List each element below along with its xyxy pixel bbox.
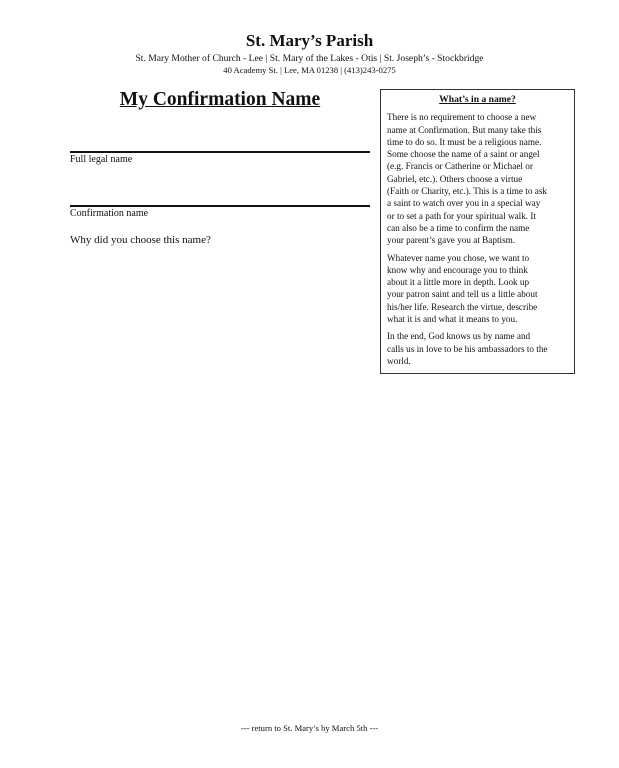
box-line: There is no requirement to choose a new xyxy=(387,112,537,123)
box-line: In the end, God knows us by name and xyxy=(387,331,531,342)
box-line: Some choose the name of a saint or angel xyxy=(387,149,540,160)
box-line: his/her life. Research the virtue, describe xyxy=(387,301,538,312)
full-name-line[interactable] xyxy=(70,151,370,153)
box-line: know why and encourage you to think xyxy=(387,264,528,275)
whats-in-a-name-box xyxy=(380,89,575,374)
parish-address: 40 Academy St. | Lee, MA 01238 | (413)243-0275 xyxy=(223,65,396,75)
parish-churches: St. Mary Mother of Church - Lee | St. Mary of the Lakes - Otis | St. Joseph’s - Stockbridge xyxy=(135,53,484,64)
box-line: (Faith or Charity, etc.). This is a time to ask xyxy=(387,186,547,197)
box-line: about it a little more in depth. Look up xyxy=(387,277,530,288)
box-line: what it is and what it means to you. xyxy=(387,314,518,325)
return-note: --- return to St. Mary’s by March 5th --- xyxy=(240,723,379,733)
box-paragraph xyxy=(387,111,568,246)
box-paragraph xyxy=(387,252,568,326)
full-name-label: Full legal name xyxy=(70,154,133,165)
box-line: Gabriel, etc.). Others choose a virtue xyxy=(387,173,523,184)
box-line: can also be a time to confirm the name xyxy=(387,222,530,233)
box-line: name at Confirmation. But many take this xyxy=(387,124,542,135)
confirmation-name-line[interactable] xyxy=(70,205,370,207)
box-line: Whatever name you chose, we want to xyxy=(387,252,530,263)
box-paragraph xyxy=(387,330,568,367)
why-question: Why did you choose this name? xyxy=(70,234,211,246)
box-line: (e.g. Francis or Catherine or Michael or xyxy=(387,161,533,172)
form-title: My Confirmation Name xyxy=(119,89,321,110)
box-line: your patron saint and tell us a little about xyxy=(387,289,538,300)
box-line: world. xyxy=(387,355,411,366)
box-line: your parent’s gave you at Baptism. xyxy=(387,235,516,246)
parish-title: St. Mary’s Parish xyxy=(245,31,374,50)
box-line: calls us in love to be his ambassadors to the xyxy=(387,343,548,354)
box-line: a saint to watch over you in a special way xyxy=(387,198,541,209)
box-line: or to set a path for your spiritual walk. It xyxy=(387,210,537,221)
box-heading: What’s in a name? xyxy=(439,94,516,105)
box-line: time to do so. It must be a religious name. xyxy=(387,136,542,147)
confirmation-name-label: Confirmation name xyxy=(70,208,149,219)
